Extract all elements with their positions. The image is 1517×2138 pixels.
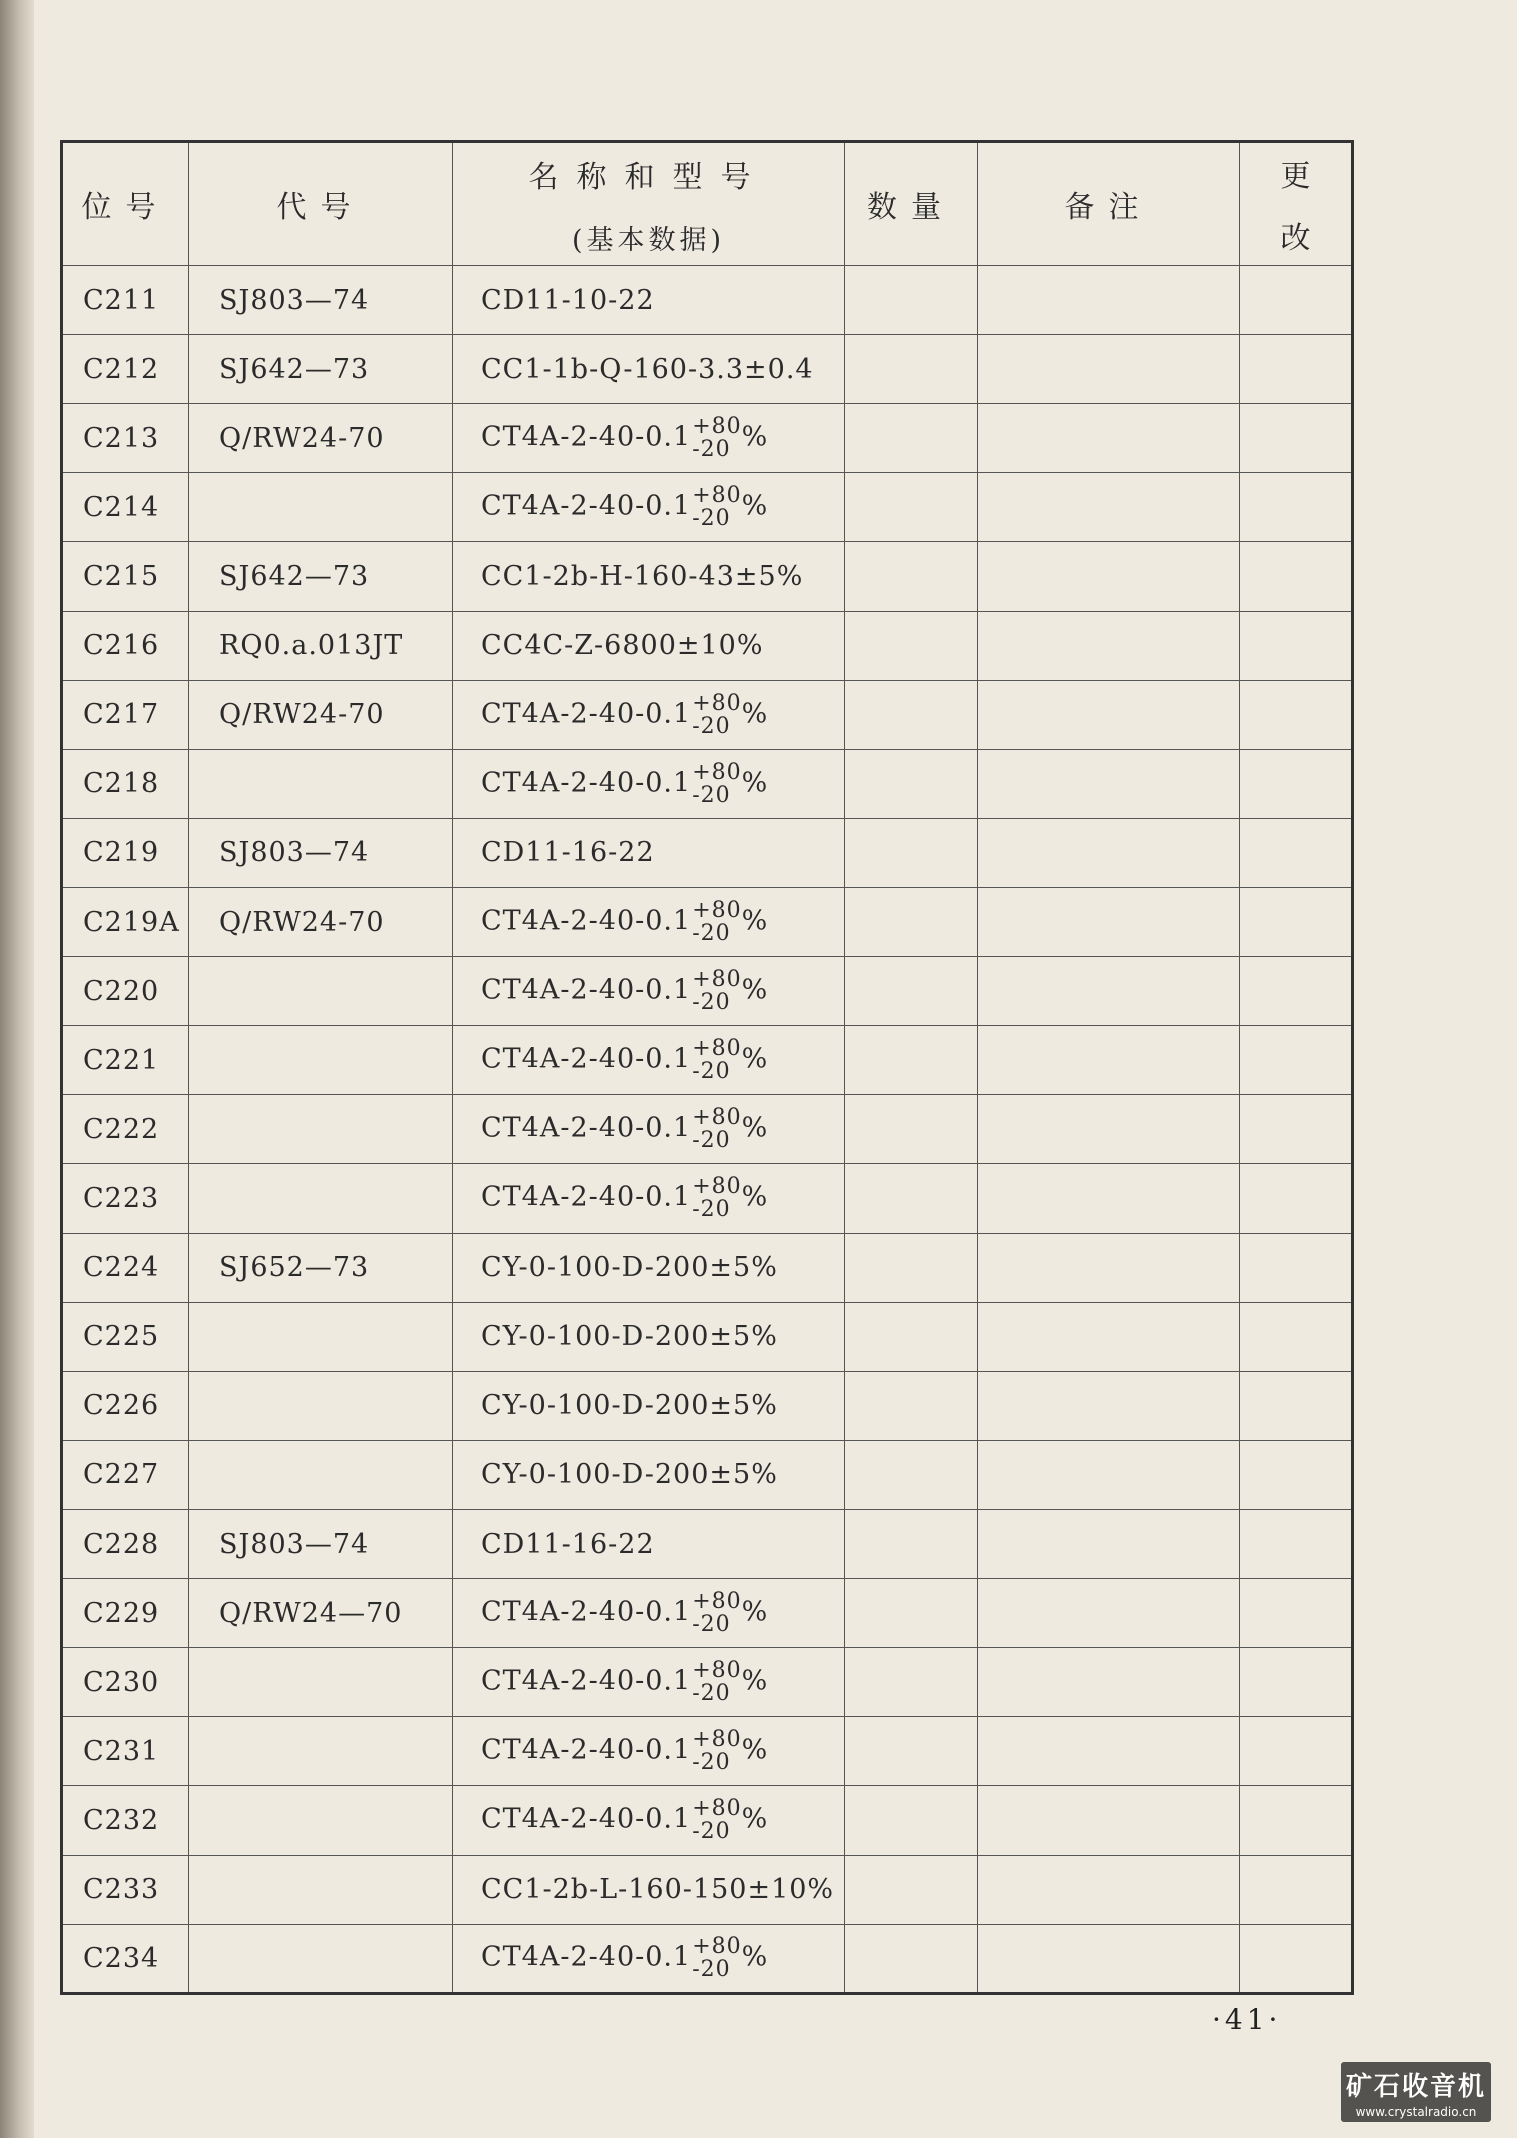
cell-change	[1240, 542, 1353, 611]
header-remarks: 备注	[978, 142, 1240, 266]
table-row	[62, 1371, 1353, 1440]
model-base: CT4A-2-40-0.1	[481, 1734, 692, 1766]
cell-code: SJ803—74	[189, 266, 453, 335]
cell-quantity	[845, 473, 978, 542]
cell-code	[189, 1786, 453, 1855]
cell-quantity	[845, 749, 978, 818]
book-binding-shadow	[0, 0, 34, 2138]
cell-remarks	[978, 1855, 1240, 1924]
cell-change	[1240, 1579, 1353, 1648]
cell-remarks	[978, 1717, 1240, 1786]
cell-position: C221	[62, 1026, 189, 1095]
tolerance-minus: -20	[692, 437, 731, 463]
cell-change	[1240, 957, 1353, 1026]
tolerance-minus: -20	[692, 782, 731, 808]
cell-change	[1240, 1648, 1353, 1717]
model-base: CT4A-2-40-0.1	[481, 1803, 692, 1835]
table-row	[62, 1717, 1353, 1786]
cell-remarks	[978, 818, 1240, 887]
tolerance-stack	[692, 1659, 741, 1705]
table-row	[62, 1164, 1353, 1233]
table-row	[62, 957, 1353, 1026]
cell-remarks	[978, 473, 1240, 542]
header-code: 代号	[189, 142, 453, 266]
cell-quantity	[845, 680, 978, 749]
cell-remarks	[978, 1648, 1240, 1717]
tolerance-minus: -20	[692, 713, 731, 739]
cell-name-model	[453, 957, 845, 1026]
table-row	[62, 1579, 1353, 1648]
cell-name-model	[453, 1786, 845, 1855]
site-watermark	[1341, 2062, 1491, 2122]
table-header-row	[62, 142, 1353, 266]
cell-code	[189, 1095, 453, 1164]
cell-remarks	[978, 542, 1240, 611]
tolerance-plus: +80	[692, 690, 742, 716]
cell-change	[1240, 1095, 1353, 1164]
cell-position: C215	[62, 542, 189, 611]
cell-code	[189, 1717, 453, 1786]
table-row	[62, 611, 1353, 680]
cell-quantity	[845, 1579, 978, 1648]
tolerance-stack	[692, 415, 741, 461]
cell-position: C220	[62, 957, 189, 1026]
cell-change	[1240, 680, 1353, 749]
cell-code: SJ803—74	[189, 1509, 453, 1578]
cell-code	[189, 1924, 453, 1993]
tolerance-minus: -20	[692, 506, 731, 532]
model-base: CT4A-2-40-0.1	[481, 421, 692, 453]
cell-code	[189, 1164, 453, 1233]
cell-code: SJ803—74	[189, 818, 453, 887]
tolerance-stack	[692, 1106, 741, 1152]
tolerance-minus: -20	[692, 921, 731, 947]
cell-change	[1240, 1164, 1353, 1233]
cell-code	[189, 957, 453, 1026]
model-base: CT4A-2-40-0.1	[481, 490, 692, 522]
cell-name-model	[453, 473, 845, 542]
cell-quantity	[845, 1786, 978, 1855]
cell-name-model	[453, 1717, 845, 1786]
tolerance-stack	[692, 692, 741, 738]
model-base: CT4A-2-40-0.1	[481, 1665, 692, 1697]
tolerance-plus: +80	[692, 1727, 742, 1753]
tolerance-percent: %	[741, 490, 769, 522]
header-name-line1: 名称和型号	[528, 159, 769, 195]
table-row	[62, 1855, 1353, 1924]
tolerance-stack	[692, 761, 741, 807]
table-row	[62, 1440, 1353, 1509]
cell-position: C219	[62, 818, 189, 887]
cell-change	[1240, 1440, 1353, 1509]
cell-position: C225	[62, 1302, 189, 1371]
table-row	[62, 1095, 1353, 1164]
tolerance-percent: %	[741, 1043, 769, 1075]
table-row	[62, 473, 1353, 542]
table-row	[62, 1026, 1353, 1095]
tolerance-stack	[692, 1797, 741, 1843]
tolerance-minus: -20	[692, 1059, 731, 1085]
cell-name-model	[453, 749, 845, 818]
tolerance-plus: +80	[692, 1934, 742, 1960]
cell-name-model: CC1-2b-L-160-150±10%	[453, 1855, 845, 1924]
header-change	[1240, 142, 1353, 266]
cell-name-model	[453, 1648, 845, 1717]
watermark-title: 矿石收音机	[1345, 2072, 1486, 2102]
cell-remarks	[978, 1302, 1240, 1371]
cell-remarks	[978, 1164, 1240, 1233]
cell-position: C214	[62, 473, 189, 542]
cell-remarks	[978, 957, 1240, 1026]
tolerance-stack	[692, 968, 741, 1014]
tolerance-percent: %	[741, 698, 769, 730]
cell-position: C231	[62, 1717, 189, 1786]
cell-remarks	[978, 680, 1240, 749]
cell-remarks	[978, 266, 1240, 335]
cell-code	[189, 749, 453, 818]
cell-remarks	[978, 1095, 1240, 1164]
cell-name-model	[453, 1164, 845, 1233]
model-base: CT4A-2-40-0.1	[481, 1112, 692, 1144]
cell-name-model: CC4C-Z-6800±10%	[453, 611, 845, 680]
tolerance-stack	[692, 484, 741, 530]
header-change-line2: 改	[1280, 221, 1311, 256]
cell-remarks	[978, 1579, 1240, 1648]
cell-quantity	[845, 404, 978, 473]
parts-list-table	[60, 140, 1354, 1995]
cell-code	[189, 1371, 453, 1440]
tolerance-percent: %	[741, 974, 769, 1006]
cell-name-model	[453, 680, 845, 749]
tolerance-percent: %	[741, 1803, 769, 1835]
cell-change	[1240, 1717, 1353, 1786]
cell-position: C217	[62, 680, 189, 749]
tolerance-minus: -20	[692, 1128, 731, 1154]
cell-position: C213	[62, 404, 189, 473]
tolerance-minus: -20	[692, 1612, 731, 1638]
tolerance-minus: -20	[692, 1819, 731, 1845]
cell-remarks	[978, 1026, 1240, 1095]
header-position: 位号	[62, 142, 189, 266]
tolerance-stack	[692, 1935, 741, 1981]
cell-code	[189, 1855, 453, 1924]
cell-code	[189, 473, 453, 542]
model-base: CT4A-2-40-0.1	[481, 1043, 692, 1075]
cell-change	[1240, 1302, 1353, 1371]
tolerance-plus: +80	[692, 759, 742, 785]
tolerance-percent: %	[741, 1941, 769, 1973]
model-base: CT4A-2-40-0.1	[481, 698, 692, 730]
tolerance-stack	[692, 1728, 741, 1774]
tolerance-minus: -20	[692, 990, 731, 1016]
cell-name-model: CD11-16-22	[453, 1509, 845, 1578]
cell-change	[1240, 1924, 1353, 1993]
cell-position: C224	[62, 1233, 189, 1302]
cell-change	[1240, 1371, 1353, 1440]
header-name-line2: (基本数据)	[571, 224, 726, 256]
tolerance-plus: +80	[692, 1174, 742, 1200]
tolerance-stack	[692, 1037, 741, 1083]
cell-change	[1240, 887, 1353, 956]
table-row	[62, 680, 1353, 749]
cell-quantity	[845, 1509, 978, 1578]
cell-name-model	[453, 1095, 845, 1164]
cell-quantity	[845, 1164, 978, 1233]
cell-name-model	[453, 1924, 845, 1993]
cell-change	[1240, 1786, 1353, 1855]
header-change-line1: 更	[1280, 159, 1311, 194]
cell-code	[189, 1440, 453, 1509]
cell-position: C223	[62, 1164, 189, 1233]
cell-position: C228	[62, 1509, 189, 1578]
table-row	[62, 1509, 1353, 1578]
cell-code: SJ642—73	[189, 335, 453, 404]
tolerance-percent: %	[741, 1112, 769, 1144]
cell-code: SJ652—73	[189, 1233, 453, 1302]
cell-name-model: CY-0-100-D-200±5%	[453, 1440, 845, 1509]
cell-change	[1240, 404, 1353, 473]
cell-quantity	[845, 957, 978, 1026]
cell-change	[1240, 818, 1353, 887]
tolerance-percent: %	[741, 421, 769, 453]
cell-change	[1240, 1855, 1353, 1924]
cell-name-model: CD11-16-22	[453, 818, 845, 887]
tolerance-percent: %	[741, 1665, 769, 1697]
cell-quantity	[845, 887, 978, 956]
cell-remarks	[978, 1509, 1240, 1578]
cell-position: C226	[62, 1371, 189, 1440]
table-row	[62, 887, 1353, 956]
cell-code	[189, 1302, 453, 1371]
page-number: ·41·	[1212, 2003, 1282, 2036]
cell-remarks	[978, 335, 1240, 404]
cell-quantity	[845, 611, 978, 680]
tolerance-plus: +80	[692, 483, 742, 509]
cell-code: Q/RW24-70	[189, 887, 453, 956]
cell-remarks	[978, 404, 1240, 473]
table-row	[62, 1648, 1353, 1717]
cell-code: Q/RW24—70	[189, 1579, 453, 1648]
cell-quantity	[845, 266, 978, 335]
cell-quantity	[845, 1233, 978, 1302]
tolerance-stack	[692, 1175, 741, 1221]
cell-quantity	[845, 1095, 978, 1164]
cell-quantity	[845, 1440, 978, 1509]
cell-name-model: CC1-2b-H-160-43±5%	[453, 542, 845, 611]
tolerance-plus: +80	[692, 898, 742, 924]
cell-code: RQ0.a.013JT	[189, 611, 453, 680]
cell-quantity	[845, 335, 978, 404]
tolerance-percent: %	[741, 767, 769, 799]
cell-name-model: CD11-10-22	[453, 266, 845, 335]
model-base: CT4A-2-40-0.1	[481, 1181, 692, 1213]
cell-position: C211	[62, 266, 189, 335]
table-row	[62, 335, 1353, 404]
cell-position: C218	[62, 749, 189, 818]
model-base: CT4A-2-40-0.1	[481, 1596, 692, 1628]
cell-name-model: CY-0-100-D-200±5%	[453, 1371, 845, 1440]
cell-position: C227	[62, 1440, 189, 1509]
cell-change	[1240, 1233, 1353, 1302]
table-row	[62, 1233, 1353, 1302]
cell-quantity	[845, 1302, 978, 1371]
cell-quantity	[845, 818, 978, 887]
tolerance-plus: +80	[692, 1589, 742, 1615]
table-row	[62, 1302, 1353, 1371]
cell-quantity	[845, 1924, 978, 1993]
cell-position: C216	[62, 611, 189, 680]
cell-remarks	[978, 1233, 1240, 1302]
watermark-url: www.crystalradio.cn	[1355, 2105, 1477, 2119]
tolerance-plus: +80	[692, 967, 742, 993]
table-body	[62, 266, 1353, 1994]
cell-name-model	[453, 887, 845, 956]
tolerance-percent: %	[741, 1596, 769, 1628]
table-row	[62, 818, 1353, 887]
tolerance-plus: +80	[692, 1105, 742, 1131]
cell-change	[1240, 335, 1353, 404]
cell-remarks	[978, 749, 1240, 818]
cell-position: C222	[62, 1095, 189, 1164]
header-name-model	[453, 142, 845, 266]
tolerance-plus: +80	[692, 414, 742, 440]
cell-code	[189, 1648, 453, 1717]
cell-change	[1240, 266, 1353, 335]
header-quantity: 数量	[845, 142, 978, 266]
cell-code: Q/RW24-70	[189, 680, 453, 749]
tolerance-stack	[692, 1590, 741, 1636]
cell-remarks	[978, 1440, 1240, 1509]
tolerance-percent: %	[741, 905, 769, 937]
cell-name-model: CC1-1b-Q-160-3.3±0.4	[453, 335, 845, 404]
cell-name-model	[453, 1026, 845, 1095]
cell-position: C233	[62, 1855, 189, 1924]
table-row	[62, 404, 1353, 473]
tolerance-percent: %	[741, 1181, 769, 1213]
cell-remarks	[978, 611, 1240, 680]
tolerance-minus: -20	[692, 1197, 731, 1223]
table-row	[62, 749, 1353, 818]
cell-code: SJ642—73	[189, 542, 453, 611]
cell-quantity	[845, 1026, 978, 1095]
table-row	[62, 266, 1353, 335]
cell-change	[1240, 1026, 1353, 1095]
cell-code: Q/RW24-70	[189, 404, 453, 473]
cell-change	[1240, 473, 1353, 542]
cell-position: C229	[62, 1579, 189, 1648]
model-base: CT4A-2-40-0.1	[481, 1941, 692, 1973]
cell-position: C219A	[62, 887, 189, 956]
table-row	[62, 1786, 1353, 1855]
cell-quantity	[845, 542, 978, 611]
cell-change	[1240, 1509, 1353, 1578]
cell-position: C232	[62, 1786, 189, 1855]
cell-change	[1240, 611, 1353, 680]
tolerance-minus: -20	[692, 1681, 731, 1707]
tolerance-minus: -20	[692, 1750, 731, 1776]
model-base: CT4A-2-40-0.1	[481, 905, 692, 937]
cell-name-model: CY-0-100-D-200±5%	[453, 1233, 845, 1302]
tolerance-plus: +80	[692, 1796, 742, 1822]
cell-remarks	[978, 1786, 1240, 1855]
table-row	[62, 542, 1353, 611]
tolerance-minus: -20	[692, 1957, 731, 1983]
cell-position: C212	[62, 335, 189, 404]
tolerance-plus: +80	[692, 1036, 742, 1062]
tolerance-stack	[692, 899, 741, 945]
cell-position: C234	[62, 1924, 189, 1993]
tolerance-percent: %	[741, 1734, 769, 1766]
table-row	[62, 1924, 1353, 1993]
model-base: CT4A-2-40-0.1	[481, 974, 692, 1006]
cell-name-model	[453, 404, 845, 473]
cell-quantity	[845, 1717, 978, 1786]
cell-quantity	[845, 1648, 978, 1717]
cell-quantity	[845, 1371, 978, 1440]
cell-name-model	[453, 1579, 845, 1648]
cell-remarks	[978, 1371, 1240, 1440]
cell-name-model: CY-0-100-D-200±5%	[453, 1302, 845, 1371]
cell-remarks	[978, 887, 1240, 956]
tolerance-plus: +80	[692, 1658, 742, 1684]
cell-remarks	[978, 1924, 1240, 1993]
cell-change	[1240, 749, 1353, 818]
cell-position: C230	[62, 1648, 189, 1717]
cell-code	[189, 1026, 453, 1095]
cell-quantity	[845, 1855, 978, 1924]
model-base: CT4A-2-40-0.1	[481, 767, 692, 799]
